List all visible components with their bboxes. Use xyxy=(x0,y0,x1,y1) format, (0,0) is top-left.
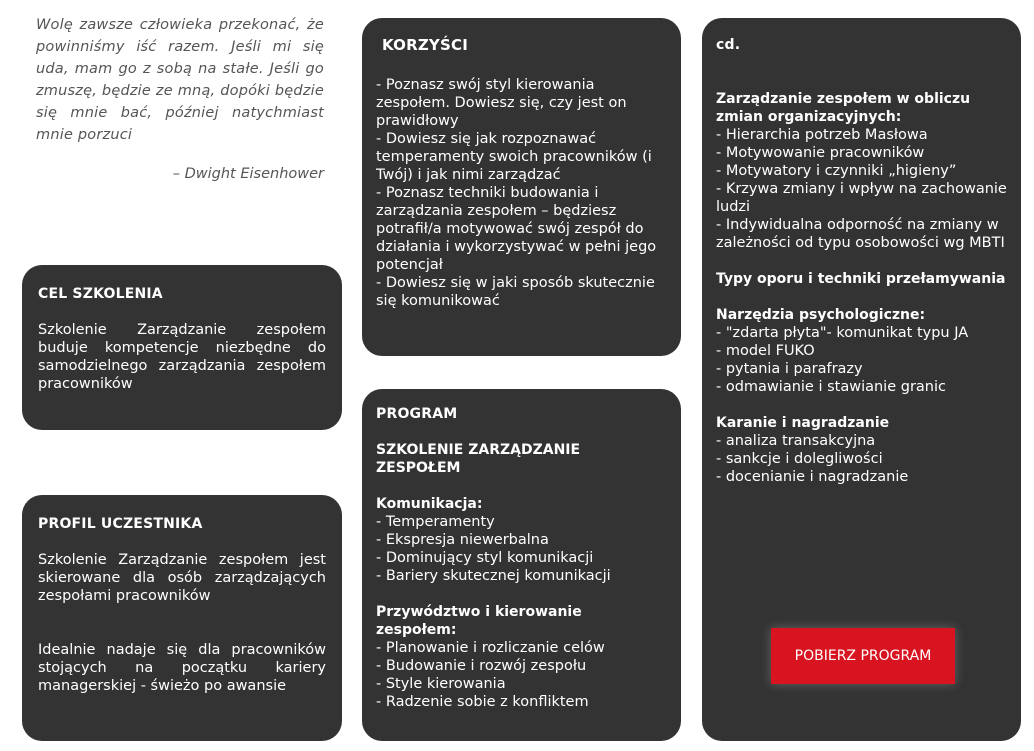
program-section-heading: Komunikacja: xyxy=(376,496,483,512)
cd-section-heading: Narzędzia psychologiczne: xyxy=(716,307,926,323)
program-item: - Planowanie i rozliczanie celów xyxy=(376,640,605,656)
benefits-list xyxy=(376,76,667,310)
cd-item: - sankcje i dolegliwości xyxy=(716,451,883,467)
cd-item: - "zdarta płyta"- komunikat typu JA xyxy=(716,325,969,341)
program-item: - Radzenie sobie z konfliktem xyxy=(376,694,589,710)
program-item: - Dominujący styl komunikacji xyxy=(376,550,594,566)
participant-profile-text-2: Idealnie nadaje się dla pracowników stojących na początku kariery managerskiej - świeżo po awansie xyxy=(38,642,326,694)
cd-item: - Motywowanie pracowników xyxy=(716,145,925,161)
participant-profile-title: PROFIL UCZESTNIKA xyxy=(38,516,203,532)
cd-item: - model FUKO xyxy=(716,343,815,359)
program-section-list xyxy=(376,513,667,585)
program-item: - Ekspresja niewerbalna xyxy=(376,532,549,548)
cd-section-list xyxy=(716,432,1007,486)
cd-section-list xyxy=(716,324,1007,396)
cd-section-heading: Karanie i nagradzanie xyxy=(716,415,890,431)
benefits-title: KORZYŚCI xyxy=(382,36,468,54)
cd-item: - Krzywa zmiany i wpływ na zachowanie ludzi xyxy=(716,181,1007,215)
program-item: - Bariery skutecznej komunikacji xyxy=(376,568,611,584)
program-section-heading: Przywództwo i kierowanie zespołem: xyxy=(376,604,582,638)
quote-text: Wolę zawsze człowieka przekonać, że powinniśmy iść razem. Jeśli mi się uda, mam go z sobą na stałe. Jeśli go zmuszę, będzie ze mną, dopóki będzie się mnie bać, później natychmiast mnie porzuci xyxy=(36,17,324,143)
cd-item: - pytania i parafrazy xyxy=(716,361,863,377)
program-section-list xyxy=(376,639,667,711)
benefits-card xyxy=(362,18,681,356)
cd-item: - docenianie i nagradzanie xyxy=(716,469,909,485)
benefits-item: - Poznasz techniki budowania i zarządzania zespołem – będziesz potrafił/a motywować swój zespół do działania i wykorzystywać w pełni jego potencjał xyxy=(376,185,657,273)
cd-item: - Hierarchia potrzeb Masłowa xyxy=(716,127,928,143)
quote-author: – Dwight Eisenhower xyxy=(172,166,324,182)
goal-title: CEL SZKOLENIA xyxy=(38,286,163,302)
goal-text: Szkolenie Zarządzanie zespołem buduje kompetencje niezbędne do samodzielnego zarządzania zespołem pracowników xyxy=(38,322,326,392)
program-card xyxy=(362,389,681,741)
program-title: PROGRAM xyxy=(376,406,458,422)
participant-profile-text-1: Szkolenie Zarządzanie zespołem jest skierowane dla osób zarządzających zespołami pracowników xyxy=(38,552,326,604)
program-item: - Style kierowania xyxy=(376,676,506,692)
cd-item: - odmawianie i stawianie granic xyxy=(716,379,946,395)
goal-card xyxy=(22,265,342,430)
cd-item: - Indywidualna odporność na zmiany w zależności od typu osobowości wg MBTI xyxy=(716,217,1005,251)
benefits-item: - Dowiesz się w jaki sposób skutecznie się komunikować xyxy=(376,275,655,309)
cd-item: - analiza transakcyjna xyxy=(716,433,876,449)
program-item: - Temperamenty xyxy=(376,514,495,530)
program-continued-title: cd. xyxy=(716,37,741,53)
download-program-button[interactable]: POBIERZ PROGRAM xyxy=(771,628,955,684)
cd-section-list xyxy=(716,126,1007,252)
benefits-item: - Poznasz swój styl kierowania zespołem. Dowiesz się, czy jest on prawidłowy xyxy=(376,77,627,129)
benefits-item: - Dowiesz się jak rozpoznawać temperamenty swoich pracowników (i Twój) i jak nimi zarządzać xyxy=(376,131,652,183)
cd-section-heading: Zarządzanie zespołem w obliczu zmian organizacyjnych: xyxy=(716,91,971,125)
program-subtitle: SZKOLENIE ZARZĄDZANIE ZESPOŁEM xyxy=(376,442,581,476)
program-item: - Budowanie i rozwój zespołu xyxy=(376,658,587,674)
cd-section-heading: Typy oporu i techniki przełamywania xyxy=(716,271,1006,287)
program-continued-card xyxy=(702,18,1021,741)
participant-profile-card xyxy=(22,495,342,741)
cd-item: - Motywatory i czynniki „higieny” xyxy=(716,163,957,179)
